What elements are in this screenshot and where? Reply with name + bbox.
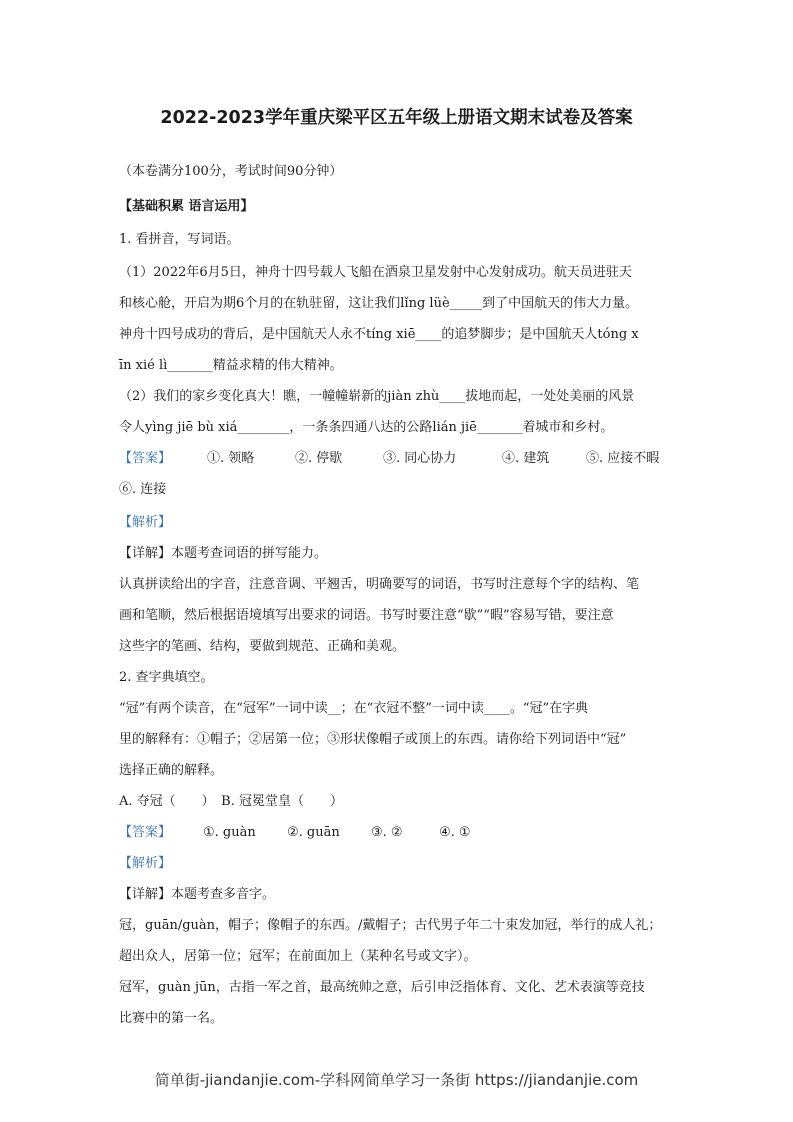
- explain-line: 冠，guān/guàn，帽子；像帽子的东西。/戴帽子；古代男子年二十束发加冠，举行的成人礼；: [119, 918, 662, 933]
- page-title: 2022-2023学年重庆梁平区五年级上册语文期末试卷及答案: [160, 108, 633, 128]
- analysis-tag: 【解析】: [119, 515, 172, 530]
- footer-watermark: 简单街-jiandanjie.com-学科网简单学习一条街 https://jiandanjie.com: [154, 1071, 639, 1089]
- explain-line: 这些字的笔画、结构，要做到规范、正确和美观。: [119, 639, 406, 654]
- detail-line: 【详解】本题考查多音字。: [119, 887, 276, 902]
- q1-answer-row: [119, 450, 659, 468]
- q1-prompt: 1. 看拼音，写词语。: [119, 232, 240, 247]
- q1-text-line: īn xié lì_______精益求精的伟大精神。: [119, 358, 343, 373]
- answer-tag: 【答案】: [119, 451, 172, 466]
- q1-text-line: 和核心舱，开启为期6个月的在轨驻留，这让我们lǐng lüè_____到了中国航天的伟大力量。: [119, 296, 639, 311]
- answer-item: ④. ①: [439, 825, 471, 840]
- q1-text-line: 令人yìng jiē bù xiá________，一条条四通八达的公路lián jiē_______着城市和乡村。: [119, 420, 614, 435]
- explain-line: 认真拼读给出的字音，注意音调、平翘舌，明确要写的词语，书写时注意每个字的结构、笔: [119, 577, 640, 592]
- q2-text-line: 选择正确的解释。: [119, 763, 224, 778]
- q1-text-line: 神舟十四号成功的背后，是中国航天人永不tíng xiē____的追梦脚步；是中国航天人tóng x: [119, 327, 639, 342]
- answer-item: ⑥. 连接: [119, 482, 167, 497]
- q2-options: A. 夺冠（ ） B. 冠冕堂皇（ ）: [119, 794, 343, 809]
- q1-text-line: （2）我们的家乡变化真大！瞧，一幢幢崭新的jiàn zhù____拔地而起，一处处美丽的风景: [119, 389, 635, 404]
- answer-item: ①. 领略: [207, 451, 255, 466]
- answer-item: ①. guàn: [203, 825, 256, 840]
- q2-prompt: 2. 查字典填空。: [119, 670, 214, 685]
- q2-text-line: 里的解释有：①帽子；②居第一位；③形状像帽子或顶上的东西。请你给下列词语中“冠”: [119, 732, 627, 747]
- explain-line: 冠军，guàn jūn，古指一军之首，最高统帅之意，后引申泛指体育、文化、艺术表演等竞技: [119, 980, 645, 995]
- explain-line: 比赛中的第一名。: [119, 1011, 224, 1026]
- explain-line: 画和笔顺，然后根据语境填写出要求的词语。书写时要注意“歇”“暇”容易写错，要注意: [119, 608, 614, 623]
- answer-tag: 【答案】: [119, 825, 172, 840]
- answer-item: ③. ②: [371, 825, 403, 840]
- answer-item: ③. 同心协力: [383, 451, 457, 466]
- answer-item: ⑤. 应接不暇: [586, 451, 660, 466]
- explain-line: 超出众人，居第一位；冠军；在前面加上（某种名号或文字）。: [119, 949, 477, 964]
- answer-item: ④. 建筑: [502, 451, 550, 466]
- q1-text-line: （1）2022年6月5日，神舟十四号载人飞船在酒泉卫星发射中心发射成功。航天员进驻天: [119, 265, 632, 280]
- q2-text-line: “冠”有两个读音，在“冠军”一词中读__；在“衣冠不整”一词中读____。“冠”在字典: [119, 701, 589, 716]
- answer-item: ②. 停歇: [295, 451, 343, 466]
- section-heading: 【基础积累 语言运用】: [119, 199, 254, 214]
- analysis-tag: 【解析】: [119, 856, 172, 871]
- q2-answer-row: [119, 824, 471, 842]
- detail-line: 【详解】本题考查词语的拼写能力。: [119, 546, 328, 561]
- answer-item: ②. guān: [287, 825, 340, 840]
- exam-note: （本卷满分100分，考试时间90分钟）: [119, 164, 343, 179]
